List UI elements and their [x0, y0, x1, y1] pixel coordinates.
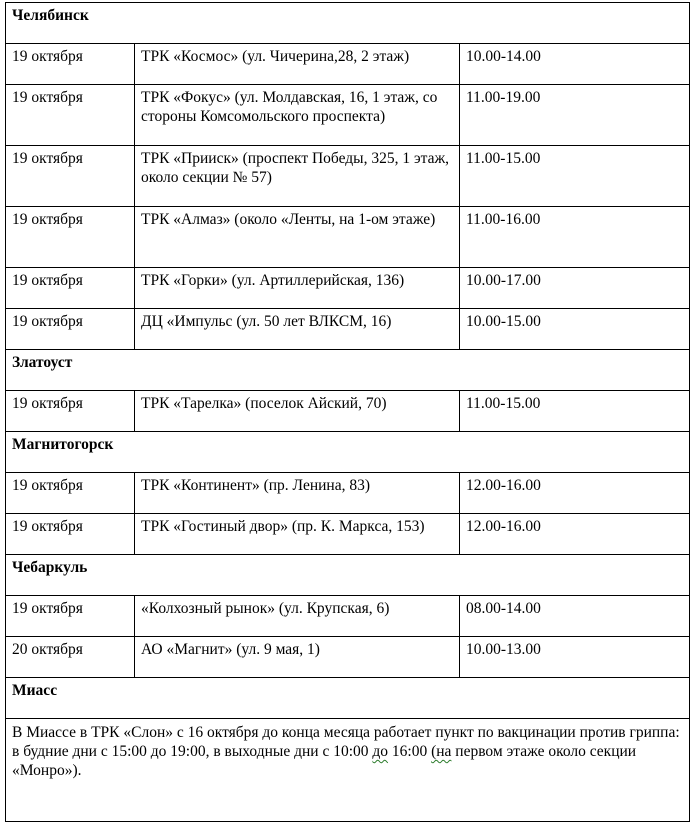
place-cell: ТРК «Тарелка» (поселок Айский, 70) [135, 391, 460, 432]
note-row [6, 719, 690, 822]
time-cell: 11.00-15.00 [460, 146, 690, 207]
date-cell: 19 октября [6, 473, 135, 514]
place-cell: ТРК «Прииск» (проспект Победы, 325, 1 этаж, около секции № 57) [135, 146, 460, 207]
city-header-row [6, 350, 690, 391]
time-cell: 10.00-14.00 [460, 44, 690, 85]
schedule-document [5, 2, 690, 822]
date-cell: 19 октября [6, 391, 135, 432]
date-cell: 20 октября [6, 637, 135, 678]
date-cell: 19 октября [6, 85, 135, 146]
time-cell: 11.00-16.00 [460, 207, 690, 268]
table-row [6, 596, 690, 637]
city-name: Миасс [6, 678, 690, 719]
time-cell: 11.00-19.00 [460, 85, 690, 146]
city-name: Златоуст [6, 350, 690, 391]
time-cell: 10.00-15.00 [460, 309, 690, 350]
table-row [6, 44, 690, 85]
note-text: первом этаже около секции «Монро»). [12, 743, 637, 779]
table-row [6, 391, 690, 432]
city-header-row [6, 3, 690, 44]
note-text-flagged: (на [431, 743, 452, 760]
date-cell: 19 октября [6, 146, 135, 207]
date-cell: 19 октября [6, 596, 135, 637]
place-cell: ТРК «Алмаз» (около «Ленты, на 1-ом этаже) [135, 207, 460, 268]
note-text: 16:00 [388, 743, 432, 760]
time-cell: 10.00-13.00 [460, 637, 690, 678]
miass-note [6, 719, 690, 822]
place-cell: «Колхозный рынок» (ул. Крупская, 6) [135, 596, 460, 637]
time-cell: 10.00-17.00 [460, 268, 690, 309]
date-cell: 19 октября [6, 309, 135, 350]
table-row [6, 637, 690, 678]
table-row [6, 473, 690, 514]
city-name: Магнитогорск [6, 432, 690, 473]
place-cell: АО «Магнит» (ул. 9 мая, 1) [135, 637, 460, 678]
place-cell: ТРК «Гостиный двор» (пр. К. Маркса, 153) [135, 514, 460, 555]
date-cell: 19 октября [6, 207, 135, 268]
table-row [6, 268, 690, 309]
place-cell: ДЦ «Импульс (ул. 50 лет ВЛКСМ, 16) [135, 309, 460, 350]
time-cell: 12.00-16.00 [460, 473, 690, 514]
note-text: В Миассе в ТРК «Слон» с 16 октября до конца месяца работает пункт по вакцинации против гриппа: в будние дни с 15:00 до 19:00, в выходные дни с 10:00 [12, 724, 680, 760]
city-name: Чебаркуль [6, 555, 690, 596]
date-cell: 19 октября [6, 44, 135, 85]
place-cell: ТРК «Континент» (пр. Ленина, 83) [135, 473, 460, 514]
time-cell: 11.00-15.00 [460, 391, 690, 432]
time-cell: 08.00-14.00 [460, 596, 690, 637]
city-header-row [6, 432, 690, 473]
date-cell: 19 октября [6, 268, 135, 309]
city-name: Челябинск [6, 3, 690, 44]
table-row [6, 514, 690, 555]
table-row [6, 85, 690, 146]
date-cell: 19 октября [6, 514, 135, 555]
note-text-flagged: до [372, 743, 389, 760]
table-row [6, 146, 690, 207]
place-cell: ТРК «Космос» (ул. Чичерина,28, 2 этаж) [135, 44, 460, 85]
vaccination-schedule-table [5, 2, 690, 822]
place-cell: ТРК «Горки» (ул. Артиллерийская, 136) [135, 268, 460, 309]
place-cell: ТРК «Фокус» (ул. Молдавская, 16, 1 этаж, со стороны Комсомольского проспекта) [135, 85, 460, 146]
city-header-row [6, 678, 690, 719]
table-row [6, 207, 690, 268]
city-header-row [6, 555, 690, 596]
time-cell: 12.00-16.00 [460, 514, 690, 555]
table-row [6, 309, 690, 350]
